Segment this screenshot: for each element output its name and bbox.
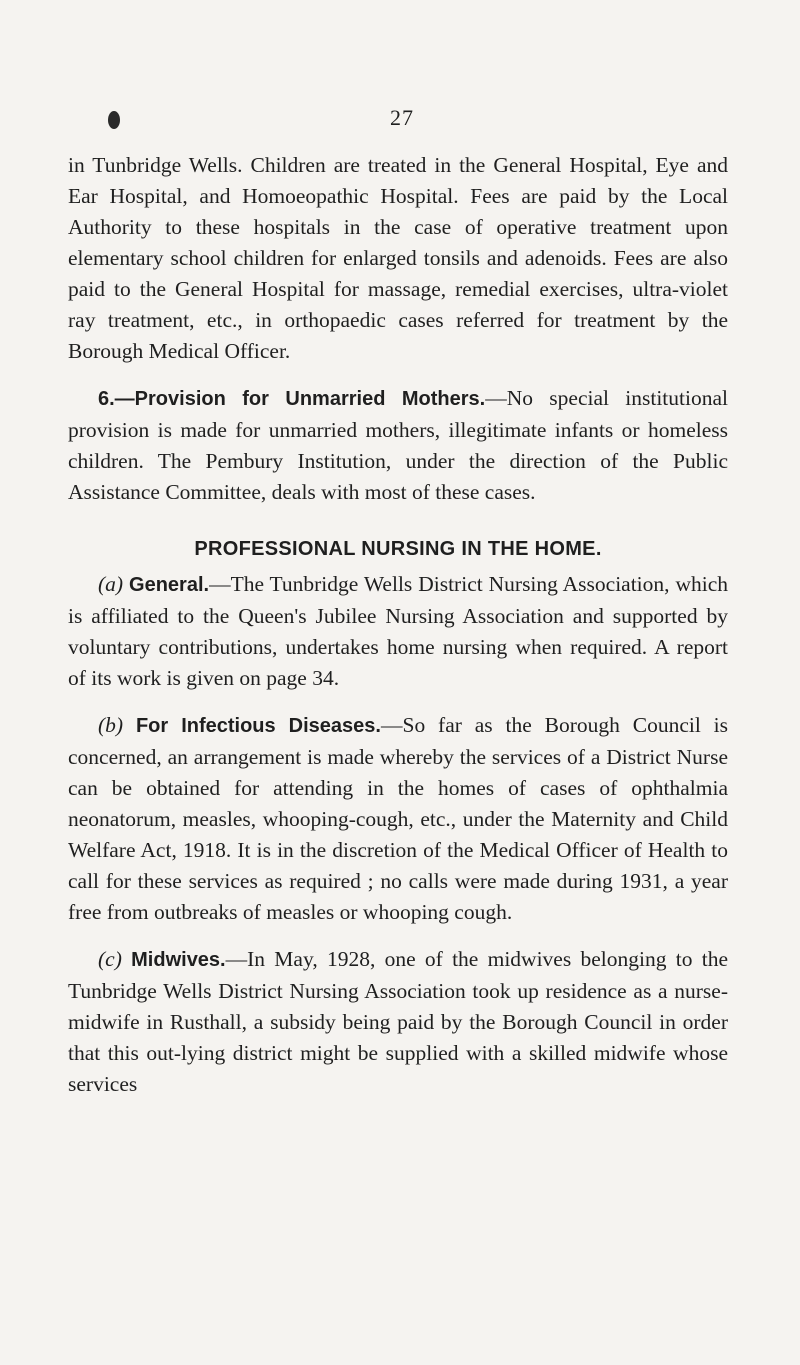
label-c: (c) bbox=[98, 947, 122, 971]
paragraph-hospitals: in Tunbridge Wells. Children are treated in the General Hospital, Eye and Ear Hospital, and Homoeopathic Hospital. Fees are paid by the Local Authority to these hospitals in the case of operative treatment upon elementary school children for enlarged tonsils and adenoids. Fees are also paid to the General Hospital for massage, remedial exercises, ultra-violet ray treatment, etc., in orthopaedic cases referred for treatment by the Borough Medical Officer. bbox=[68, 153, 728, 363]
label-a: (a) bbox=[98, 572, 124, 596]
text-general: —The Tunbridge Wells District Nursing Association, which is affiliated to the Queen's Jubilee Nursing Association and supported by voluntary contributions, undertakes home nursing when required. A report of its work is given on page 34. bbox=[68, 572, 729, 690]
page-number: 27 bbox=[390, 105, 414, 130]
text-infectious-diseases: —So far as the Borough Council is concerned, an arrangement is made whereby the services of a District Nurse can be obtained for attending in the homes of cases of ophthalmia neonatorum, measles, whooping-cough, etc., under the Maternity and Child Welfare Act, 1918. It is in the discretion of the Medical Officer of Health to call for these services as required ; no calls were made during 1931, a year free from outbreaks of measles or whooping cough. bbox=[68, 713, 729, 924]
section-heading-nursing: PROFESSIONAL NURSING IN THE HOME. bbox=[194, 538, 602, 560]
label-b: (b) bbox=[98, 713, 124, 737]
title-midwives: Midwives. bbox=[131, 949, 226, 971]
document-body bbox=[68, 150, 728, 1100]
ink-blot bbox=[108, 111, 120, 129]
paragraph-unmarried-mothers bbox=[68, 383, 728, 508]
section-text-unmarried-mothers: —No special institutional provision is made for unmarried mothers, illegitimate infants or homeless children. The Pembury Institution, under the direction of the Public Assistance Committee, deals with most of these cases. bbox=[68, 386, 728, 504]
title-general: General. bbox=[129, 574, 210, 596]
paragraph-general bbox=[68, 569, 728, 694]
section-title-unmarried-mothers: 6.—Provision for Unmarried Mothers. bbox=[98, 388, 486, 410]
paragraph-midwives bbox=[68, 944, 728, 1100]
title-infectious-diseases: For Infectious Diseases. bbox=[135, 715, 381, 737]
paragraph-infectious-diseases bbox=[68, 710, 728, 928]
text-midwives: —In May, 1928, one of the midwives belonging to the Tunbridge Wells District Nursing Association took up residence as a nurse-midwife in Rusthall, a subsidy being paid by the Borough Council in order that this out-lying district might be supplied with a skilled midwife whose services bbox=[68, 947, 728, 1096]
